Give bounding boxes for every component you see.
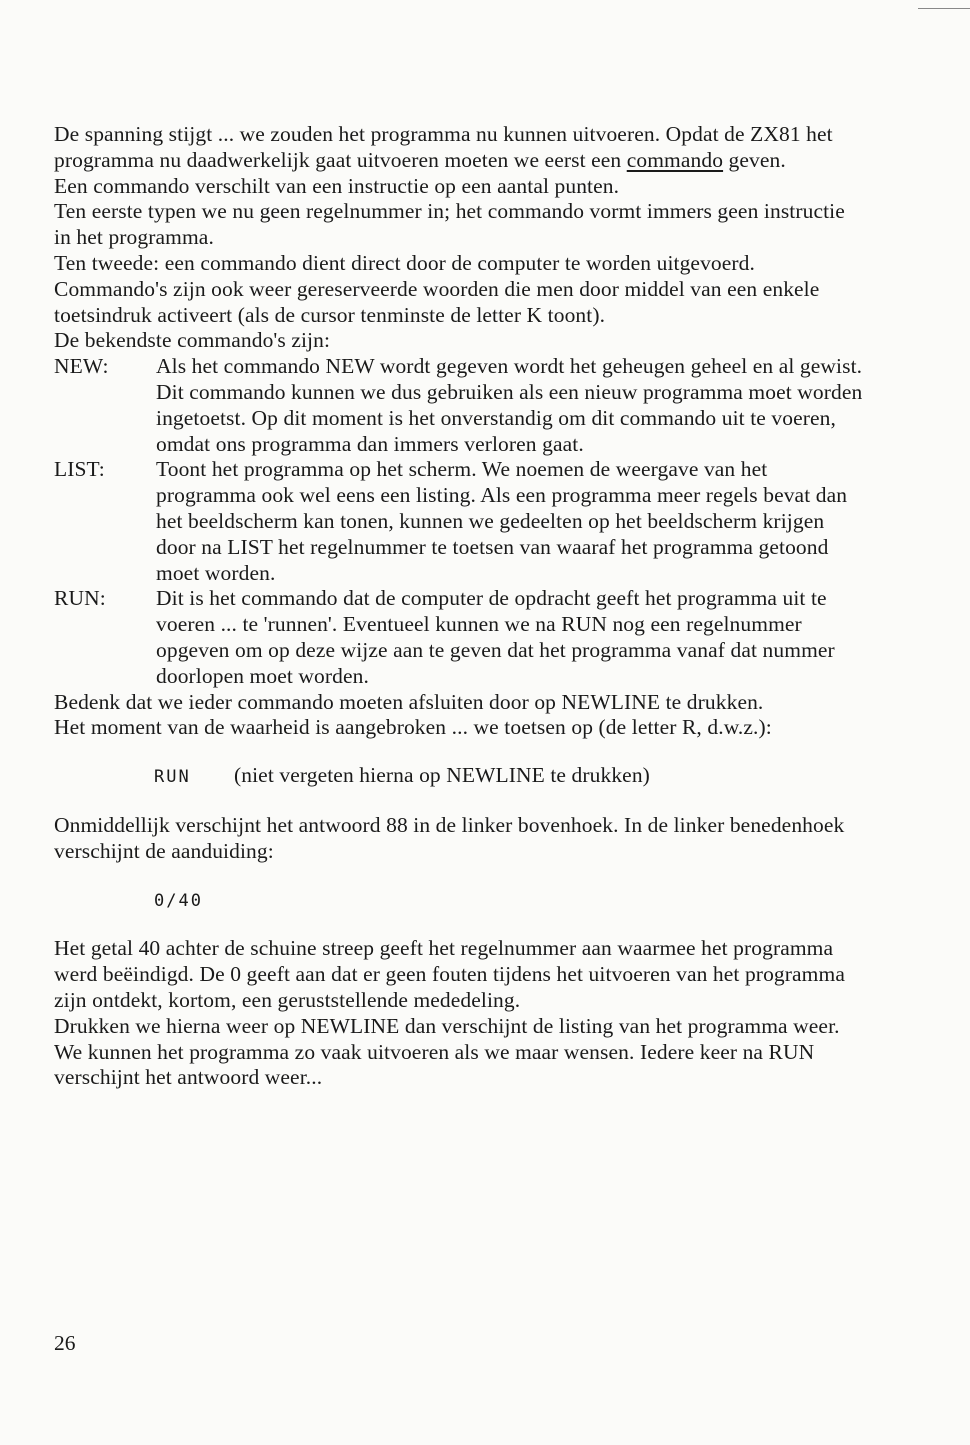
intro-text: De spanning stijgt ... we zouden het programma nu kunnen uitvoeren. Opdat de ZX81 het programma nu daadwerkelijk gaat uitvoeren moeten we eerst een — [54, 122, 833, 172]
page-number: 26 — [54, 1331, 76, 1355]
paragraph-commands-intro: De bekendste commando's zijn: — [54, 328, 331, 353]
example-run-code: RUN — [154, 767, 191, 788]
paragraph-report-explanation: Het getal 40 achter de schuine streep geeft het regelnummer aan waarmee het programma werd beëindigd. De 0 geeft aan dat er geen fouten tijdens het uitvoeren van het programma zijn ontdekt, kortom, een geruststellende mededeling. — [54, 936, 845, 1012]
paragraph-second-point: Ten tweede: een commando dient direct door de computer te worden uitgevoerd. — [54, 250, 756, 275]
command-description: Dit is het commando dat de computer de opdracht geeft het programma uit te voeren ... te 'runnen'. Eventueel kunnen we na RUN nog een regelnummer opgeven om op deze wijze aan te geven dat het programma vanaf dat nummer doorlopen moet worden. — [156, 586, 835, 688]
command-key: RUN: — [54, 586, 106, 611]
paragraph-intro — [54, 122, 864, 174]
command-description: Toont het programma op het scherm. We noemen de weergave van het programma ook wel eens een listing. Als een programma meer regels bevat dan het beeldscherm kan tonen, kunnen we gedeelten op het beeldscherm krijgen door na LIST het regelnummer te toetsen van waaraf het programma getoond moet worden. — [156, 457, 848, 585]
example-report-code: 0/40 — [154, 890, 203, 911]
command-key: NEW: — [54, 354, 109, 379]
example-run-line — [154, 763, 864, 791]
paragraph-repeat: Drukken we hierna weer op NEWLINE dan verschijnt de listing van het programma weer. We kunnen het programma zo vaak uitvoeren als we maar wensen. Iedere keer na RUN verschijnt het antwoord weer... — [54, 1013, 840, 1090]
command-entry-list — [54, 457, 864, 586]
paragraph-difference: Een commando verschilt van een instructie op een aantal punten. — [54, 173, 620, 198]
command-entry-new — [54, 354, 864, 457]
underlined-term: commando — [626, 147, 724, 172]
page-edge-mark — [918, 8, 970, 9]
intro-text-end: geven. — [723, 147, 786, 172]
paragraph-first-point: Ten eerste typen we nu geen regelnummer in; het commando vormt immers geen instructie in het programma. — [54, 199, 845, 250]
paragraph-moment-of-truth: Het moment van de waarheid is aangebroken ... we toetsen op (de letter R, d.w.z.): — [54, 715, 772, 740]
paragraph-result: Onmiddellijk verschijnt het antwoord 88 in de linker bovenhoek. In de linker benedenhoek verschijnt de aanduiding: — [54, 812, 845, 863]
example-run-note: (niet vergeten hierna op NEWLINE te drukken) — [234, 763, 650, 788]
paragraph-reserved-words: Commando's zijn ook weer gereserveerde woorden die men door middel van een enkele toetsindruk activeert (als de cursor tenminste de letter K toont). — [54, 276, 820, 327]
command-description: Als het commando NEW wordt gegeven wordt het geheugen geheel en al gewist. Dit commando kunnen we dus gebruiken als een nieuw programma moet worden ingetoetst. Op dit moment is het onverstandig om dit commando uit te voeren, omdat ons programma dan immers verloren gaat. — [156, 354, 863, 456]
paragraph-newline: Bedenk dat we ieder commando moeten afsluiten door op NEWLINE te drukken. — [54, 689, 764, 714]
command-key: LIST: — [54, 457, 105, 482]
page-body — [54, 122, 864, 1091]
example-report-line — [154, 887, 864, 915]
command-entry-run — [54, 586, 864, 689]
